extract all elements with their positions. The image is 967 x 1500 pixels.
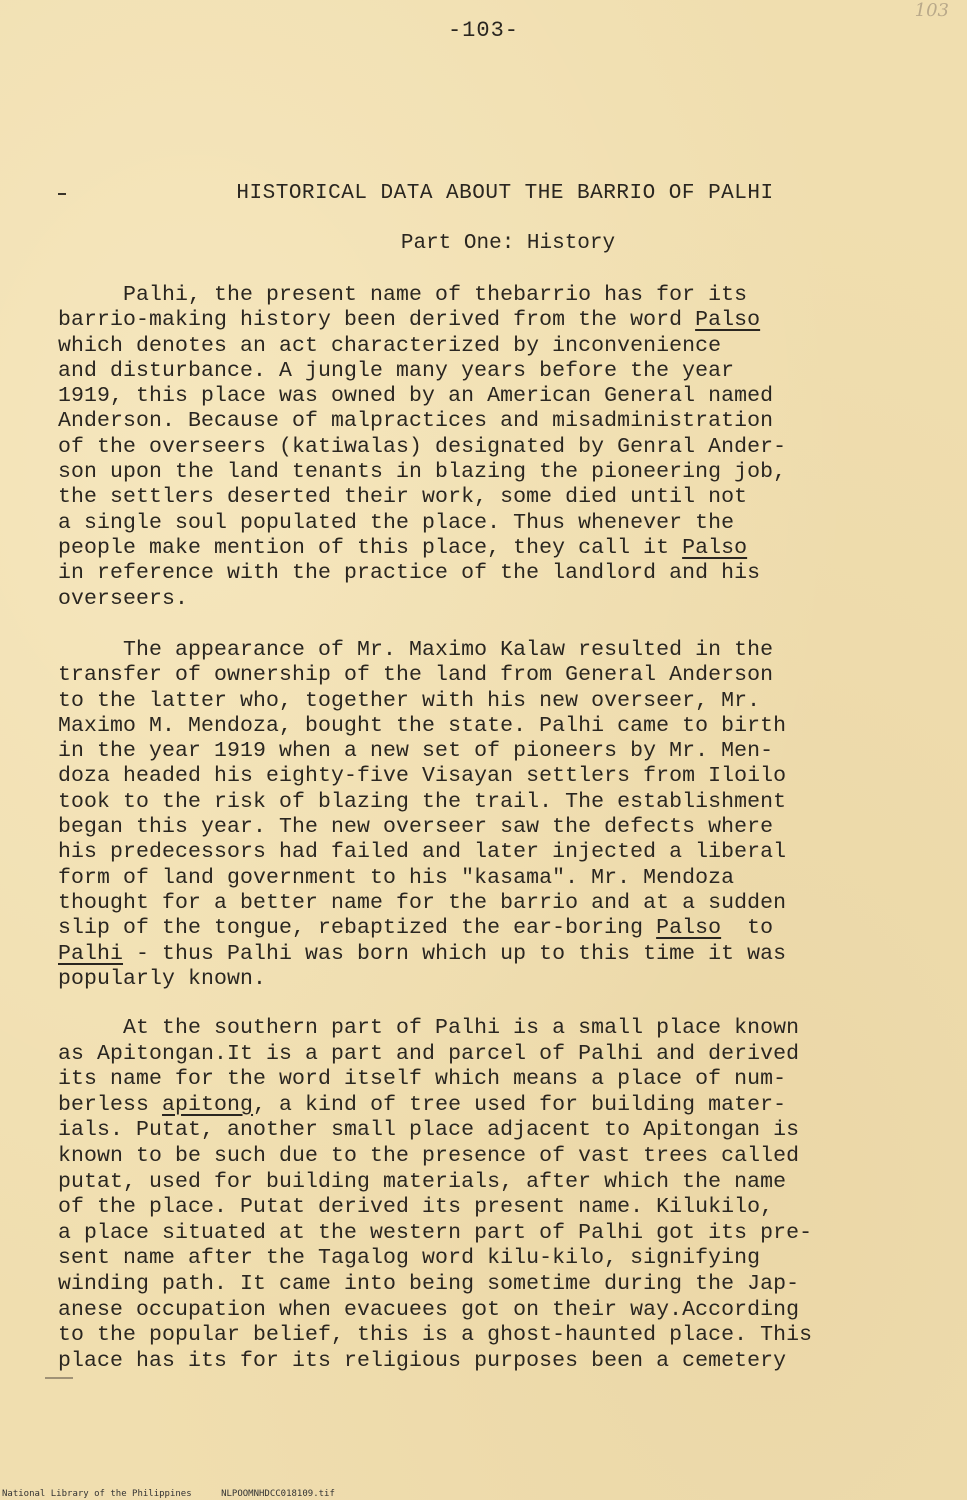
text-line: known to be such due to the presence of vast trees called bbox=[58, 1143, 800, 1168]
text-line: took to the risk of blazing the trail. The establishment bbox=[58, 789, 787, 814]
text-line: the settlers deserted their work, some died until not bbox=[58, 485, 748, 510]
page-number: -103- bbox=[447, 18, 519, 43]
library-credit: National Library of the Philippines bbox=[2, 1489, 192, 1499]
margin-dash bbox=[45, 1377, 73, 1379]
underlined-word: Palso bbox=[695, 308, 761, 333]
text-line: The appearance of Mr. Maximo Kalaw resulted in the bbox=[58, 638, 774, 662]
text-line: berless bbox=[58, 1092, 163, 1117]
text-line: ials. Putat, another small place adjacent to Apitongan is bbox=[58, 1118, 800, 1143]
text-line: a single soul populated the place. Thus whenever the bbox=[58, 510, 735, 535]
text-line: - thus Palhi was born which up to this time it was bbox=[123, 941, 787, 966]
scan-footer bbox=[2, 1489, 359, 1499]
document-title: HISTORICAL DATA ABOUT THE BARRIO OF PALHI bbox=[236, 182, 774, 205]
handwritten-page-mark: 103 bbox=[914, 0, 949, 21]
text-line: overseers. bbox=[58, 586, 189, 611]
text-line: its name for the word itself which means a place of num- bbox=[58, 1067, 787, 1092]
text-line: of the overseers (katiwalas) designated by Genral Ander- bbox=[58, 434, 787, 459]
underlined-word: apitong bbox=[162, 1092, 254, 1117]
paragraph-3 bbox=[58, 1016, 918, 1374]
text-line: of the place. Putat derived its present name. Kilukilo, bbox=[58, 1195, 774, 1220]
text-line: Anderson. Because of malpractices and misadministration bbox=[58, 409, 774, 434]
text-line: slip of the tongue, rebaptized the ear-boring bbox=[58, 916, 657, 941]
text-line: as Apitongan.It is a part and parcel of Palhi and derived bbox=[58, 1041, 800, 1066]
underlined-word: Palso bbox=[656, 916, 722, 941]
text-line: 1919, this place was owned by an American General named bbox=[58, 384, 774, 409]
text-line: Maximo M. Mendoza, bought the state. Palhi came to birth bbox=[58, 713, 787, 738]
text-line: and disturbance. A jungle many years before the year bbox=[58, 358, 735, 383]
text-line: , a kind of tree used for building mater- bbox=[253, 1092, 787, 1117]
text-line: Palhi, the present name of thebarrio has for its bbox=[58, 283, 748, 307]
text-line: popularly known. bbox=[58, 966, 267, 991]
text-line: winding path. It came into being sometime during the Jap- bbox=[58, 1271, 800, 1296]
text-line: putat, used for building materials, after which the name bbox=[58, 1169, 787, 1194]
file-name: NLPOOMNHDCC018109.tif bbox=[221, 1489, 335, 1499]
underlined-word: Palso bbox=[682, 535, 748, 560]
paragraph-2 bbox=[58, 638, 918, 992]
section-heading: Part One: History bbox=[400, 232, 616, 255]
text-line: barrio-making history been derived from the word bbox=[58, 308, 696, 333]
text-line: anese occupation when evacuees got on their way.According bbox=[58, 1297, 800, 1322]
text-line: transfer of ownership of the land from General Anderson bbox=[58, 663, 774, 688]
text-line: place has its for its religious purposes been a cemetery bbox=[58, 1348, 787, 1373]
text-line: sent name after the Tagalog word kilu-kilo, signifying bbox=[58, 1246, 761, 1271]
text-line: in the year 1919 when a new set of pioneers by Mr. Men- bbox=[58, 739, 774, 764]
text-line: which denotes an act characterized by inconvenience bbox=[58, 333, 722, 358]
text-line: his predecessors had failed and later injected a liberal bbox=[58, 840, 787, 865]
paragraph-1 bbox=[58, 283, 918, 612]
text-line: thought for a better name for the barrio and at a sudden bbox=[58, 890, 787, 915]
text-line: to the latter who, together with his new overseer, Mr. bbox=[58, 688, 761, 713]
text-line: people make mention of this place, they call it bbox=[58, 535, 683, 560]
underlined-word: Palhi bbox=[58, 941, 124, 966]
text-line: to bbox=[721, 916, 774, 941]
text-line: At the southern part of Palhi is a small place known bbox=[58, 1016, 800, 1040]
text-line: began this year. The new overseer saw the defects where bbox=[58, 815, 774, 840]
text-line: form of land government to his "kasama". Mr. Mendoza bbox=[58, 865, 735, 890]
text-line: doza headed his eighty-five Visayan settlers from Iloilo bbox=[58, 764, 787, 789]
text-line: a place situated at the western part of Palhi got its pre- bbox=[58, 1220, 813, 1245]
text-line: to the popular belief, this is a ghost-haunted place. This bbox=[58, 1323, 813, 1348]
text-line: son upon the land tenants in blazing the pioneering job, bbox=[58, 460, 787, 485]
text-line: in reference with the practice of the landlord and his bbox=[58, 561, 761, 586]
